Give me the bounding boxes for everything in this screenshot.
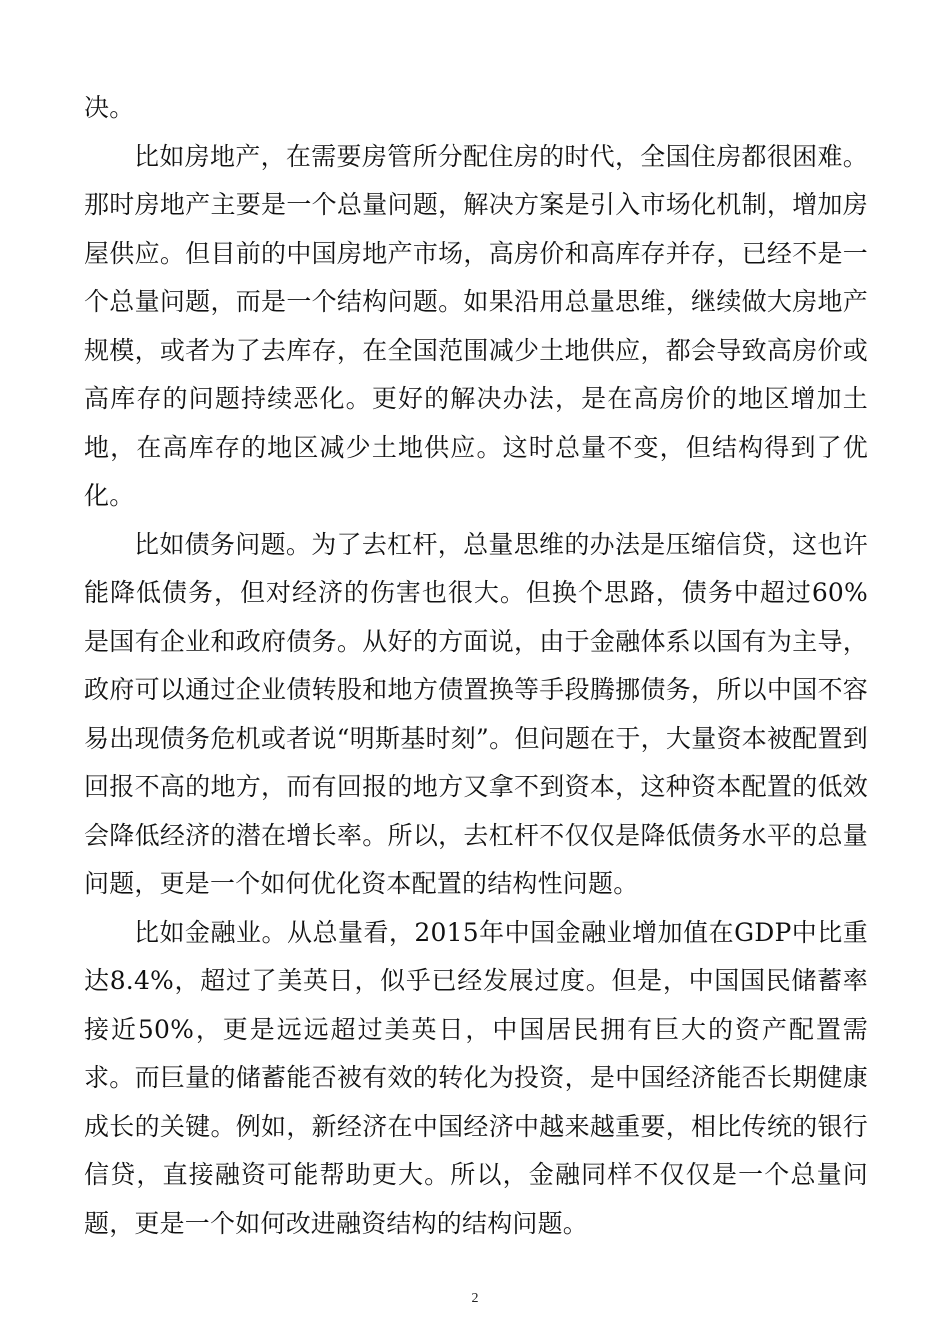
- page-number: 2: [471, 1291, 479, 1306]
- paragraph-finance: 比如金融业。从总量看，2015年中国金融业增加值在GDP中比重达8.4%，超过了美英日，似乎已经发展过度。但是，中国国民储蓄率接近50%，更是远远超过美英日，中国居民拥有巨大的资产配置需求。而巨量的储蓄能否被有效的转化为投资，是中国经济能否长期健康成长的关键。例如，新经济在中国经济中越来越重要，相比传统的银行信贷，直接融资可能帮助更大。所以，金融同样不仅仅是一个总量问题，更是一个如何改进融资结构的结构问题。: [84, 917, 868, 1238]
- paragraph-debt: 比如债务问题。为了去杠杆，总量思维的办法是压缩信贷，这也许能降低债务，但对经济的伤害也很大。但换个思路，债务中超过60%是国有企业和政府债务。从好的方面说，由于金融体系以国有为主导，政府可以通过企业债转股和地方债置换等手段腾挪债务，所以中国不容易出现债务危机或者说“明斯基时刻”。但问题在于，大量资本被配置到回报不高的地方，而有回报的地方又拿不到资本，这种资本配置的低效会降低经济的潜在增长率。所以，去杠杆不仅仅是降低债务水平的总量问题，更是一个如何优化资本配置的结构性问题。: [84, 529, 868, 898]
- body-text: [84, 84, 868, 1248]
- paragraph-continuation: 决。: [84, 93, 135, 122]
- paragraph-real-estate: 比如房地产，在需要房管所分配住房的时代，全国住房都很困难。那时房地产主要是一个总量问题，解决方案是引入市场化机制，增加房屋供应。但目前的中国房地产市场，高房价和高库存并存，已经不是一个总量问题，而是一个结构问题。如果沿用总量思维，继续做大房地产规模，或者为了去库存，在全国范围减少土地供应，都会导致高房价或高库存的问题持续恶化。更好的解决办法，是在高房价的地区增加土地，在高库存的地区减少土地供应。这时总量不变，但结构得到了优化。: [84, 141, 868, 510]
